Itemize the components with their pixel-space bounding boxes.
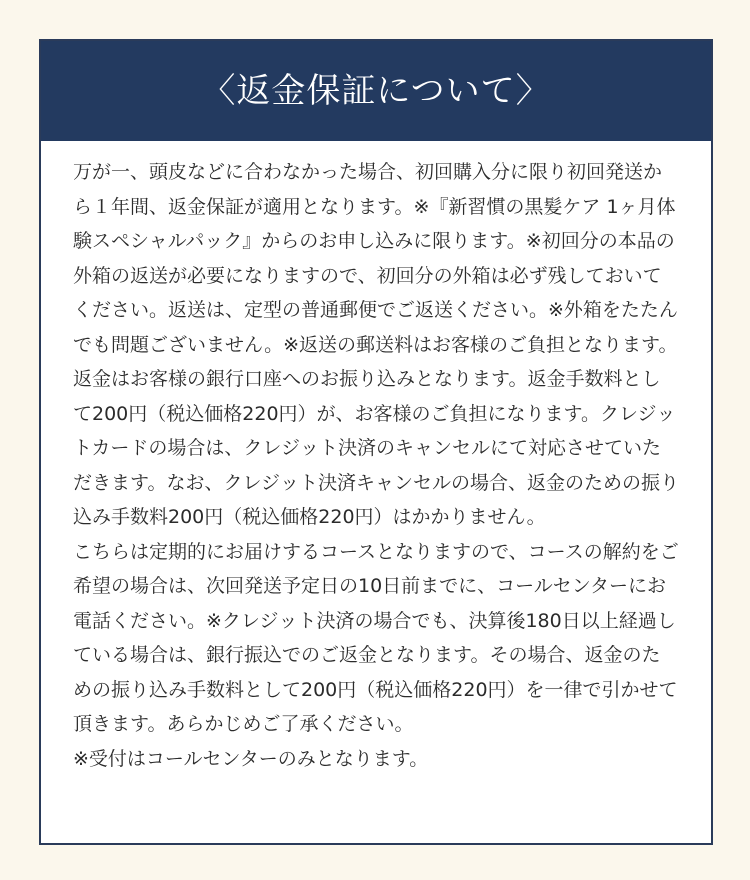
call-center-note: ※受付はコールセンターのみとなります。 [73,747,429,770]
refund-condition-paragraph: 万が一、頭皮などに合わなかった場合、初回購入分に限り初回発送から１年間、返金保証が適用となります。※『新習慣の黒髪ケア 1ヶ月体験スペシャルパック』からのお申し込みに限ります。※初回分の本品の外箱の返送が必要になりますので、初回分の外箱は必ず残しておいてください。返送は、定型の普通郵便でご返送ください。※外箱をたたんでも問題ございません。※返送の郵送料はお客様のご負担となります。 [73,161,678,356]
card-body [41,141,711,776]
refund-fee-paragraph: 返金はお客様の銀行口座へのお振り込みとなります。返金手数料として200円（税込価格220円）が、お客様のご負担になります。クレジットカードの場合は、クレジット決済のキャンセルにて対応させていただきます。なお、クレジット決済キャンセルの場合、返金のための振り込み手数料200円（税込価格220円）はかかりません。 [73,368,680,528]
cancellation-paragraph: こちらは定期的にお届けするコースとなりますので、コースの解約をご希望の場合は、次回発送予定日の10日前までに、コールセンターにお電話ください。※クレジット決済の場合でも、決算後180日以上経過している場合は、銀行振込でのご返金となります。その場合、返金のための振り込み手数料として200円（税込価格220円）を一律で引かせて頂きます。あらかじめご了承ください。 [73,540,679,735]
card-header [41,41,711,141]
section-title: 〈返金保証について〉 [201,71,551,111]
refund-guarantee-card [39,39,713,845]
